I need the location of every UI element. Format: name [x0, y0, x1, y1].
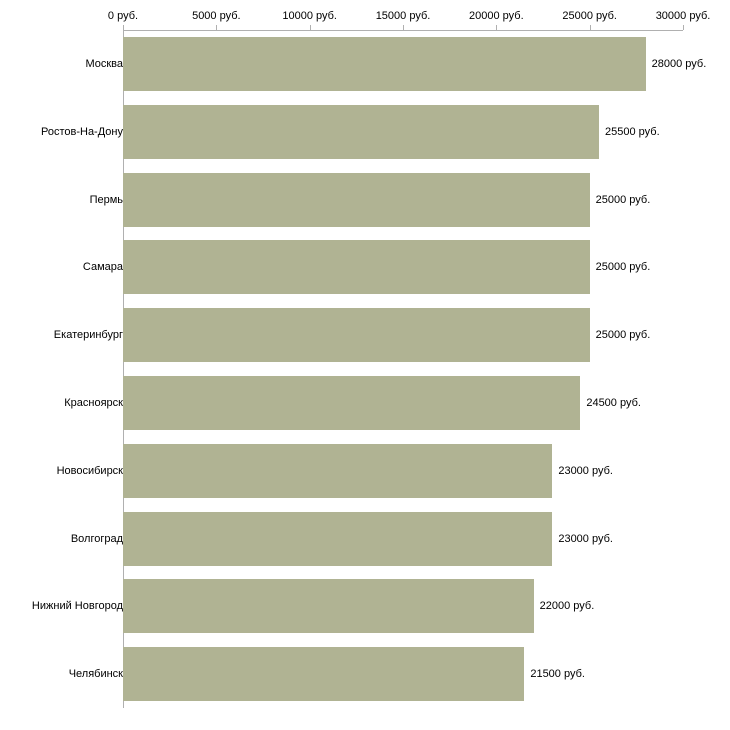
bar-row[interactable]: [123, 105, 683, 159]
bar-value-label: 22000 руб.: [539, 600, 595, 613]
bar-value-label: 23000 руб.: [558, 464, 613, 477]
bar-value-label: 24500 руб.: [586, 396, 641, 409]
y-axis-category-label: Самара: [82, 261, 123, 274]
y-axis-category-label: Ростов-На-Дону: [40, 125, 123, 138]
y-axis-category-label: Красноярск: [64, 396, 123, 409]
bar-row[interactable]: [123, 308, 683, 362]
bar-row[interactable]: [123, 444, 683, 498]
bar-row[interactable]: [123, 647, 683, 701]
bar[interactable]: [123, 579, 534, 633]
bar[interactable]: [123, 512, 552, 566]
bar-row[interactable]: [123, 37, 707, 91]
bar-value-label: 25000 руб.: [595, 193, 651, 206]
y-axis-category-label: Пермь: [89, 193, 123, 206]
bar-value-label: 28000 руб.: [651, 57, 707, 70]
y-axis-category-label: Нижний Новгород: [31, 600, 123, 613]
x-axis-tick-label: 25000 руб.: [562, 10, 617, 22]
bar-value-label: 25000 руб.: [595, 261, 651, 274]
bar[interactable]: [123, 308, 590, 362]
bar-row[interactable]: [123, 376, 683, 430]
x-axis-tick-label: 20000 руб.: [469, 10, 524, 22]
bar[interactable]: [123, 105, 599, 159]
bar[interactable]: [123, 173, 590, 227]
x-axis-tick-label: 10000 руб.: [282, 10, 337, 22]
bar-row[interactable]: [123, 173, 683, 227]
bar-row[interactable]: [123, 240, 683, 294]
bar[interactable]: [123, 444, 552, 498]
x-axis-tick-label: 15000 руб.: [375, 10, 431, 22]
bars-group: [123, 30, 707, 708]
bar-value-label: 25500 руб.: [605, 125, 660, 138]
x-axis-tick-label: 5000 руб.: [192, 10, 241, 22]
bar-row[interactable]: [123, 579, 683, 633]
bar-row[interactable]: [123, 512, 683, 566]
y-axis-category-label: Челябинск: [68, 668, 123, 681]
y-axis-category-label: Екатеринбург: [53, 329, 123, 342]
y-axis-category-label: Волгоград: [70, 532, 123, 545]
y-axis-category-label: Москва: [85, 57, 123, 70]
bar-value-label: 25000 руб.: [595, 329, 651, 342]
bar-value-label: 23000 руб.: [558, 532, 613, 545]
bar[interactable]: [123, 37, 646, 91]
y-axis-category-label: Новосибирск: [56, 464, 123, 477]
x-axis-tick-label: 30000 руб.: [655, 10, 711, 22]
x-axis-tick-mark: [683, 25, 684, 30]
bar[interactable]: [123, 240, 590, 294]
bar[interactable]: [123, 376, 580, 430]
bar[interactable]: [123, 647, 524, 701]
x-axis-tick-label: 0 руб.: [107, 10, 139, 22]
bar-value-label: 21500 руб.: [530, 668, 585, 681]
